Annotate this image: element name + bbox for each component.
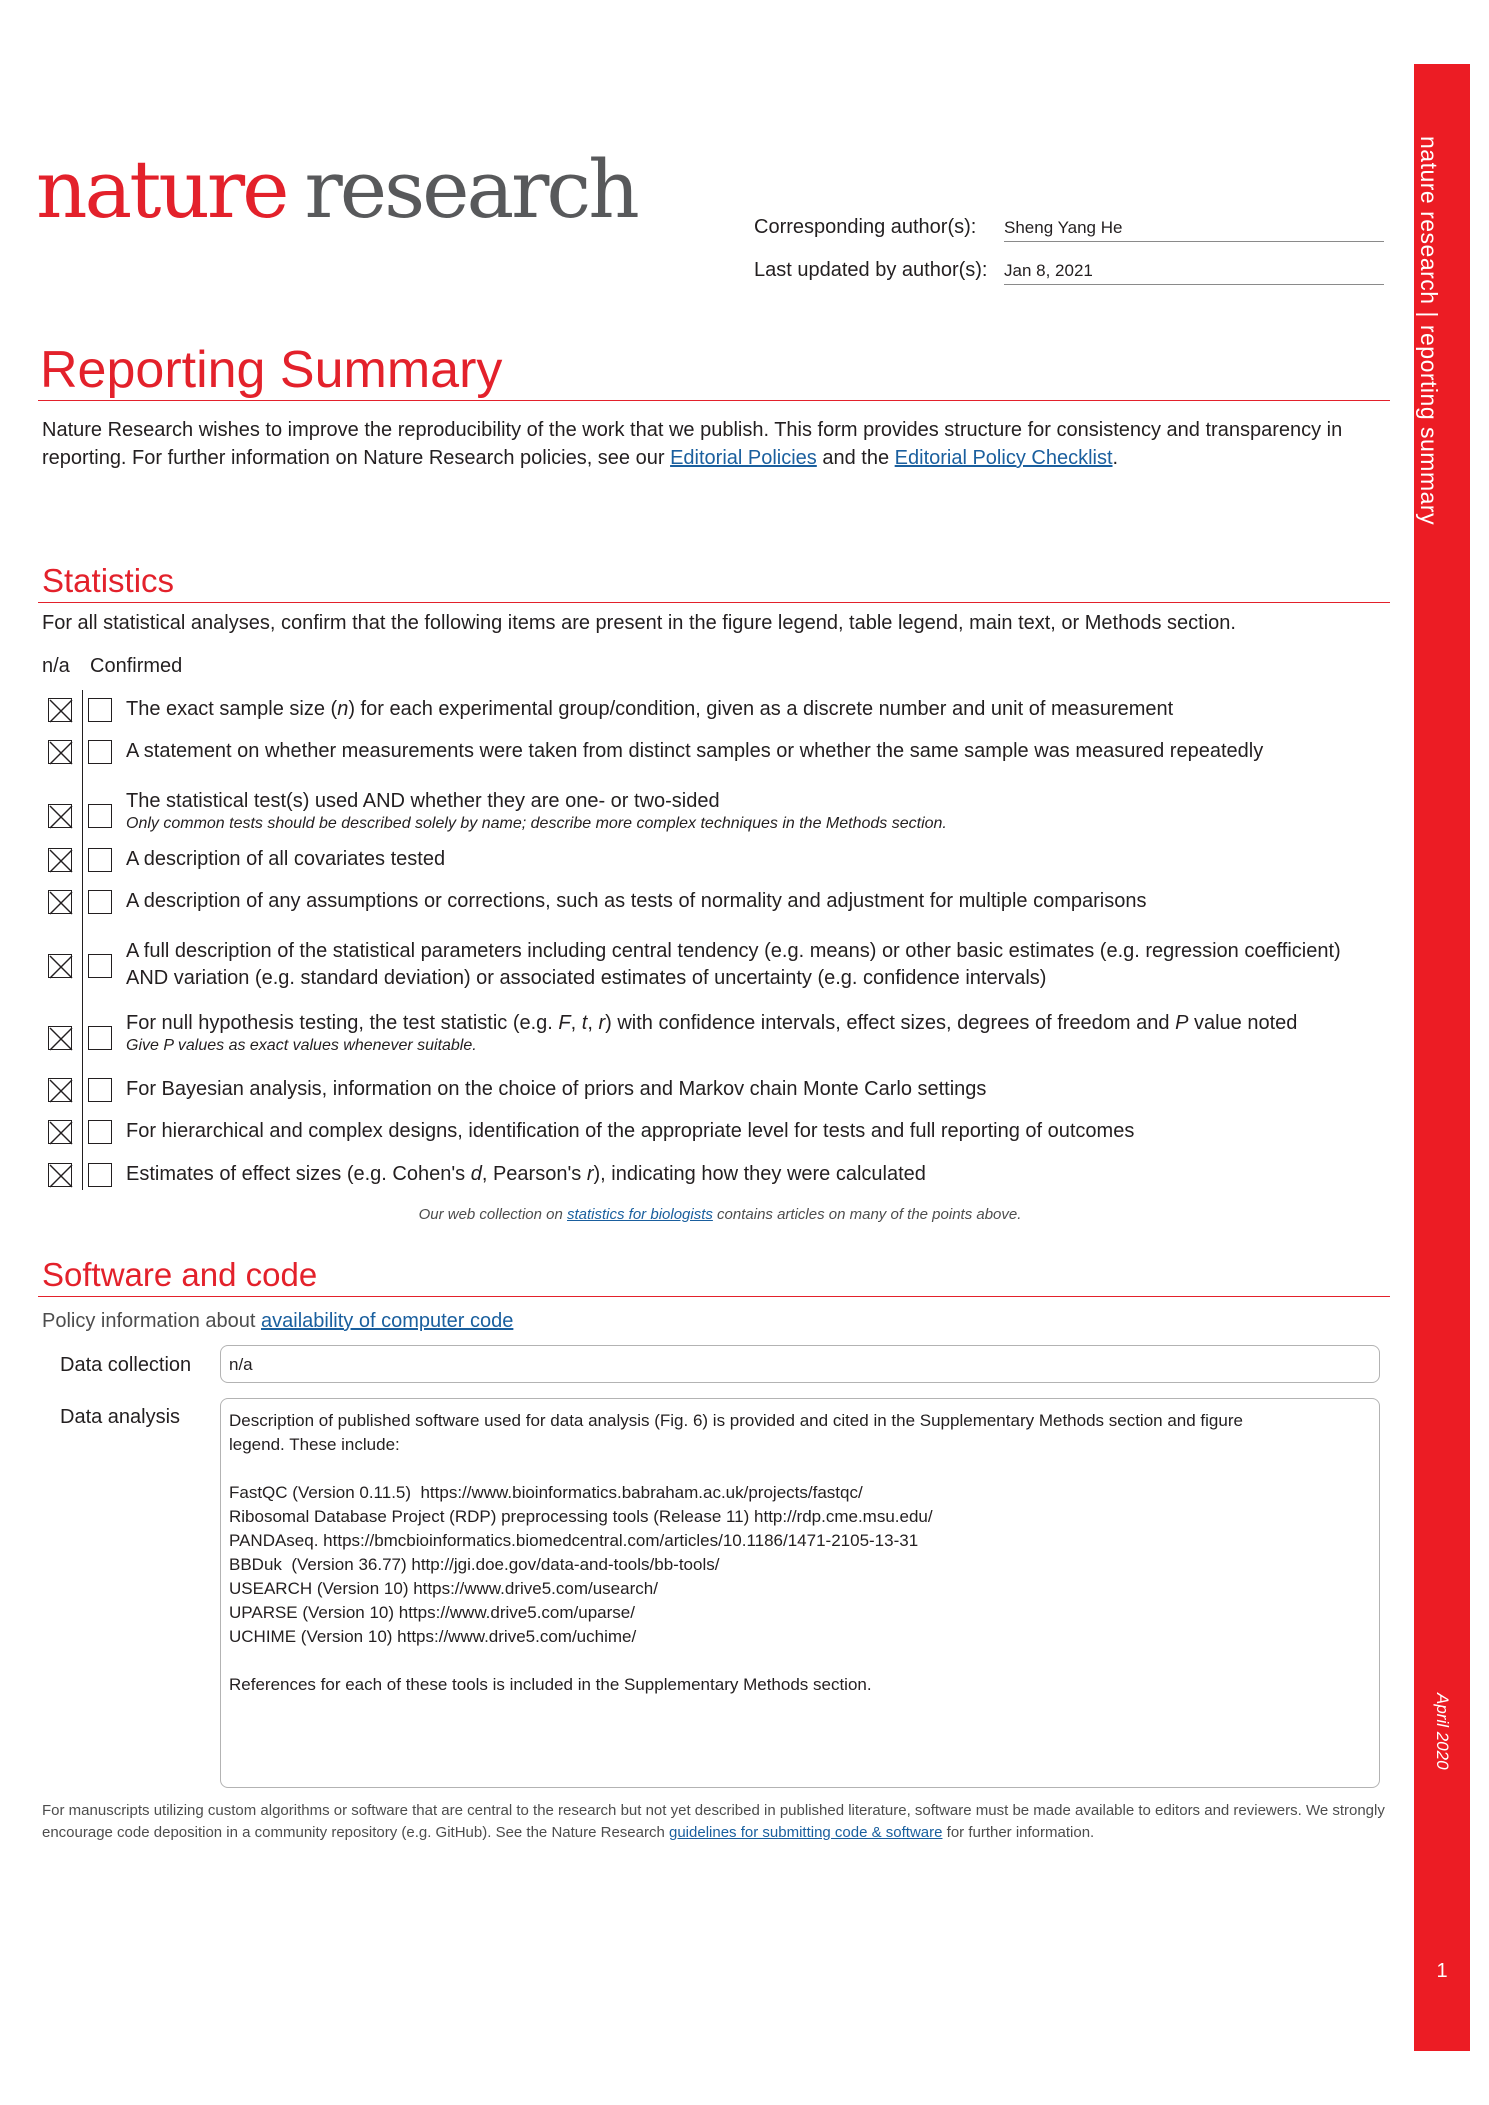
corresponding-author-field[interactable]: Sheng Yang He [1004,218,1384,242]
item-text-segment: A statement on whether measurements were taken from distinct samples or whether the same sample was measured repeatedly [126,740,1264,762]
checklist-item-subtext: Only common tests should be described solely by name; describe more complex techniques in the Methods section. [126,815,947,832]
editorial-policies-link[interactable]: Editorial Policies [670,447,817,469]
na-checkbox[interactable] [48,954,72,978]
checked-x-icon [49,1121,73,1145]
item-text-segment: Estimates of effect sizes (e.g. Cohen's [126,1163,471,1185]
data-analysis-label: Data analysis [60,1406,181,1428]
italic-symbol: r [586,1163,594,1185]
checklist-item-text [126,1118,1386,1145]
data-analysis-line: BBDuk (Version 36.77) http://jgi.doe.gov/data-and-tools/bb-tools/ [229,1555,720,1574]
checked-x-icon [49,1079,73,1103]
confirmed-checkbox[interactable] [88,1120,112,1144]
confirmed-checkbox[interactable] [88,1026,112,1050]
data-analysis-line [229,1649,1371,1673]
item-text-segment: A full description of the statistical parameters including central tendency (e.g. means) or other basic estimates (e.g. regression coefficient) AND variation (e.g. standard deviation) or associated estimates of uncertainty (e.g. confidence intervals) [126,940,1341,989]
column-confirmed-header: Confirmed [90,655,183,677]
item-text-segment: , [587,1012,599,1034]
software-heading: Software and code [42,1256,318,1293]
data-analysis-field[interactable] [220,1398,1380,1788]
item-text-segment: ) with confidence intervals, effect sizes, degrees of freedom and [605,1012,1176,1034]
last-updated-field[interactable]: Jan 8, 2021 [1004,261,1384,285]
checklist-item-text [126,888,1386,915]
item-text-segment: The exact sample size ( [126,698,338,720]
data-collection-field[interactable] [220,1345,1380,1383]
checklist-item-text [126,788,1386,833]
note-text-2: contains articles on many of the points above. [712,1206,1022,1223]
na-checkbox[interactable] [48,804,72,828]
item-text-segment: ), indicating how they were calculated [593,1163,926,1185]
italic-symbol: r [598,1012,606,1034]
checked-x-icon [49,849,73,873]
logo-word-nature: nature [36,143,287,236]
data-analysis-line: PANDAseq. https://bmcbioinformatics.biomedcentral.com/articles/10.1186/1471-2105-13-31 [229,1531,919,1550]
editorial-policy-checklist-link[interactable]: Editorial Policy Checklist [894,447,1113,469]
checklist-item-subtext: Give P values as exact values whenever suitable. [126,1037,477,1054]
item-text-segment: For hierarchical and complex designs, identification of the appropriate level for tests and full reporting of outcomes [126,1120,1135,1142]
item-text-segment: , Pearson's [481,1163,587,1185]
data-analysis-line: Description of published software used for data analysis (Fig. 6) is provided and cited in the Supplementary Methods section and figure [229,1411,1243,1430]
na-checkbox[interactable] [48,698,72,722]
na-checkbox[interactable] [48,1078,72,1102]
page-number: 1 [1436,1960,1448,1982]
item-text-segment: ) for each experimental group/condition, given as a discrete number and unit of measurement [348,698,1174,720]
checked-x-icon [49,955,73,979]
checked-x-icon [49,741,73,765]
data-analysis-line: UCHIME (Version 10) https://www.drive5.com/uchime/ [229,1627,637,1646]
software-divider [38,1296,1390,1297]
last-updated-label: Last updated by author(s): [754,259,988,281]
confirmed-checkbox[interactable] [88,848,112,872]
checklist-item-text [126,1161,1386,1188]
na-checkbox[interactable] [48,1026,72,1050]
data-analysis-line: USEARCH (Version 10) https://www.drive5.com/usearch/ [229,1579,658,1598]
data-collection-value: n/a [229,1355,253,1374]
intro-text-1: Nature Research wishes to improve the reproducibility of the work that we publish. This form provides structure for consistency and transparency in reporting. For further information on Nature Research policies, see our [42,419,1343,469]
italic-symbol: t [581,1012,588,1034]
item-text-segment: For Bayesian analysis, information on the choice of priors and Markov chain Monte Carlo settings [126,1078,987,1100]
software-policy [42,1310,513,1333]
checklist-item-text [126,1076,1386,1103]
checked-x-icon [49,1027,73,1051]
na-checkbox[interactable] [48,848,72,872]
title-divider [38,400,1390,401]
italic-symbol: P [1175,1012,1189,1034]
confirmed-checkbox[interactable] [88,698,112,722]
confirmed-checkbox[interactable] [88,1078,112,1102]
logo-word-research: research [304,143,637,236]
software-footer-note [42,1800,1392,1844]
availability-of-code-link[interactable]: availability of computer code [261,1310,514,1332]
policy-text: Policy information about [42,1310,262,1332]
item-text-segment: A description of any assumptions or corrections, such as tests of normality and adjustment for multiple comparisons [126,890,1147,912]
na-checkbox[interactable] [48,1163,72,1187]
item-text-segment: , [570,1012,582,1034]
side-band-label: nature research | reporting summary [1416,136,1442,526]
intro-text-2: and the [816,447,895,469]
item-text-segment: The statistical test(s) used AND whether they are one- or two-sided [126,790,720,812]
data-analysis-line: References for each of these tools is included in the Supplementary Methods section. [229,1675,872,1694]
column-divider [82,690,83,1190]
na-checkbox[interactable] [48,740,72,764]
column-na-header: n/a [42,655,70,677]
data-collection-label: Data collection [60,1354,192,1376]
checked-x-icon [49,805,73,829]
confirmed-checkbox[interactable] [88,740,112,764]
footer-text-1: For manuscripts utilizing custom algorithms or software that are central to the research but not yet described in published literature, software must be made available to editors and reviewers. We strongly encourage code deposition in a community repository (e.g. GitHub). See the Nature Research [42,1802,1385,1841]
corresponding-author-label: Corresponding author(s): [754,216,977,238]
intro-paragraph [42,416,1382,472]
italic-symbol: d [470,1163,482,1185]
confirmed-checkbox[interactable] [88,890,112,914]
italic-symbol: F [558,1012,571,1034]
statistics-for-biologists-link[interactable]: statistics for biologists [567,1206,713,1223]
data-analysis-line: UPARSE (Version 10) https://www.drive5.com/uparse/ [229,1603,635,1622]
confirmed-checkbox[interactable] [88,954,112,978]
data-analysis-line: Ribosomal Database Project (RDP) preprocessing tools (Release 11) http://rdp.cme.msu.edu/ [229,1507,933,1526]
item-text-segment: For null hypothesis testing, the test statistic (e.g. [126,1012,559,1034]
checked-x-icon [49,699,73,723]
checklist-item-text [126,696,1386,723]
confirmed-checkbox[interactable] [88,1163,112,1187]
side-band-date: April 2020 [1433,1693,1452,1770]
italic-symbol: n [337,698,349,720]
statistics-note [0,1206,1440,1223]
code-guidelines-link[interactable]: guidelines for submitting code & software [669,1824,943,1841]
item-text-segment: value noted [1188,1012,1298,1034]
data-analysis-line: FastQC (Version 0.11.5) https://www.bioinformatics.babraham.ac.uk/projects/fastqc/ [229,1483,863,1502]
data-analysis-line [229,1457,1371,1481]
intro-text-3: . [1112,447,1119,469]
note-text-1: Our web collection on [418,1206,567,1223]
page-title: Reporting Summary [40,341,503,399]
checked-x-icon [49,891,73,915]
confirmed-checkbox[interactable] [88,804,112,828]
checklist-item-text [126,738,1386,765]
checked-x-icon [49,1164,73,1188]
na-checkbox[interactable] [48,890,72,914]
statistics-heading: Statistics [42,562,175,599]
nature-research-logo [36,143,637,236]
statistics-lead: For all statistical analyses, confirm that the following items are present in the figure legend, table legend, main text, or Methods section. [42,612,1236,634]
data-analysis-line: legend. These include: [229,1435,400,1454]
na-checkbox[interactable] [48,1120,72,1144]
checklist-item-text [126,938,1386,992]
footer-text-2: for further information. [942,1824,1095,1841]
statistics-divider [38,602,1390,603]
checklist-item-text [126,1010,1386,1055]
item-text-segment: A description of all covariates tested [126,848,446,870]
checklist-item-text [126,846,1386,873]
